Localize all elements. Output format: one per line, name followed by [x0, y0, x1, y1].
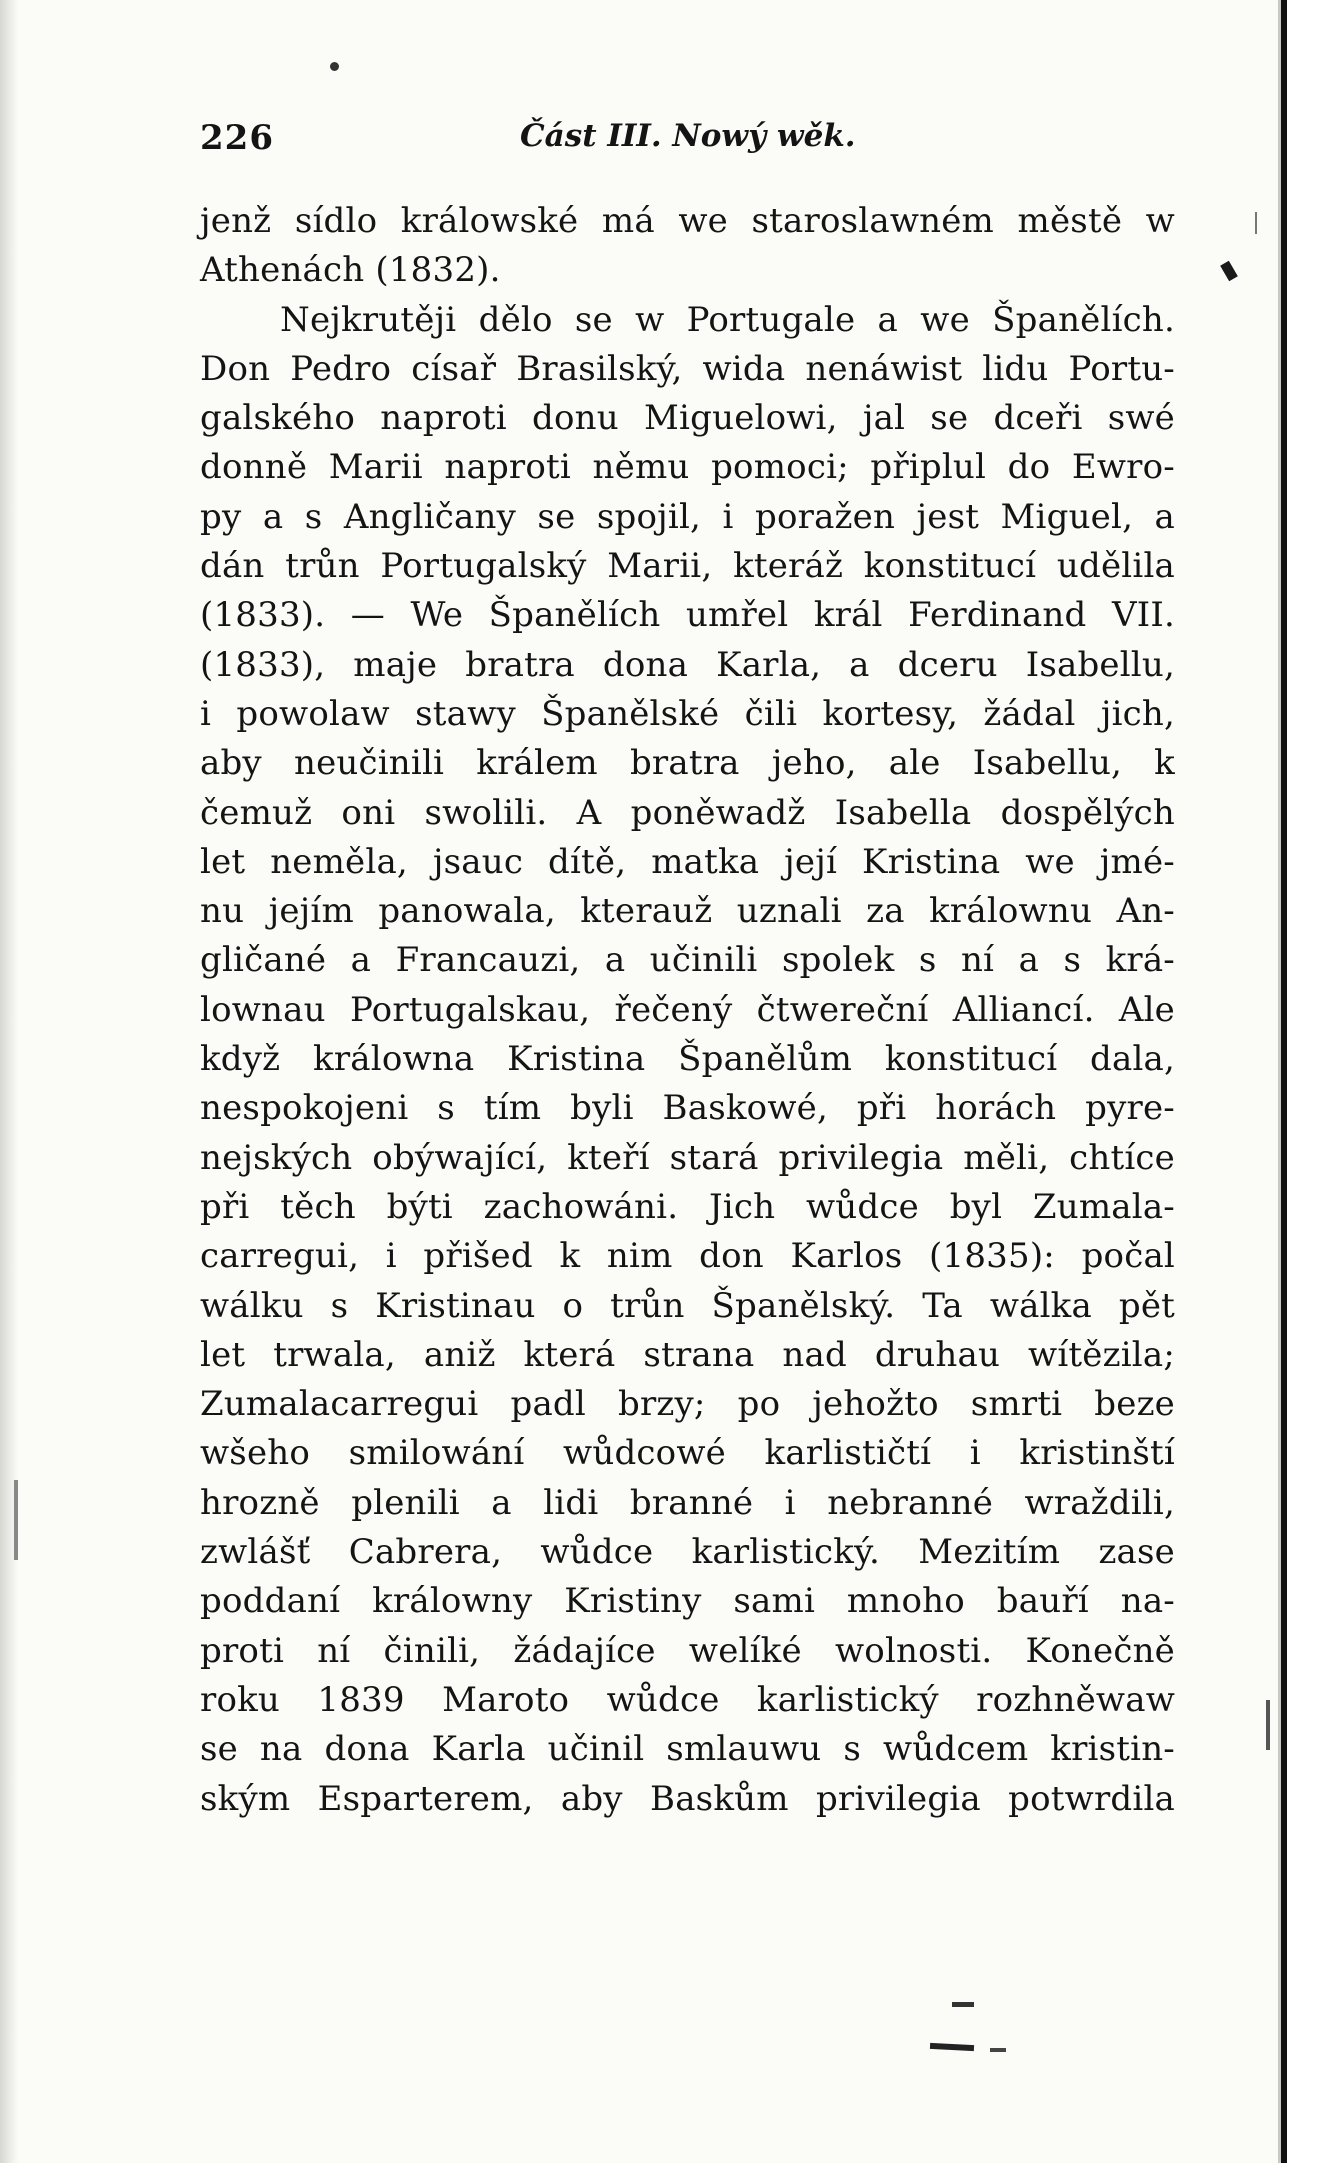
- text-line: nejských obýwající, kteří stará privilegia měli, chtíce: [200, 1137, 1175, 1178]
- ink-speck: [1255, 212, 1257, 234]
- text-line: když králowna Kristina Španělům konstitucí dala,: [200, 1039, 1175, 1080]
- running-head: Část III. Nowý wěk.: [520, 118, 856, 154]
- text-line: wšeho smilowání wůdcowé karlističtí i kristinští: [200, 1433, 1175, 1474]
- ink-speck: [1220, 261, 1238, 282]
- page-header: [200, 118, 1170, 168]
- text-line: ským Esparterem, aby Baskům privilegia potwrdila: [200, 1778, 1175, 1819]
- text-line: zwlášť Cabrera, wůdce karlistický. Mezitím zase: [200, 1532, 1175, 1573]
- text-line: let trwala, aniž která strana nad druhau wítězila;: [200, 1334, 1175, 1375]
- text-line: roku 1839 Maroto wůdce karlistický rozhněwaw: [200, 1679, 1175, 1720]
- text-line: i powolaw stawy Španělské čili kortesy, žádal jich,: [200, 693, 1175, 734]
- ink-speck: [330, 62, 339, 71]
- text-line: Don Pedro císař Brasilský, wida nenáwist lidu Portu-: [200, 348, 1175, 389]
- ink-speck: [930, 2043, 974, 2051]
- text-line: Athenách (1832).: [200, 250, 501, 291]
- scan-margin: [1281, 0, 1333, 2163]
- text-line: gličané a Francauzi, a učinili spolek s ní a s krá-: [200, 940, 1175, 981]
- text-line: lownau Portugalskau, řečený čtwereční Alliancí. Ale: [200, 989, 1175, 1030]
- text-line: dán trůn Portugalský Marii, kteráž konstitucí udělila: [200, 546, 1175, 587]
- page-number: 226: [200, 118, 274, 158]
- text-line: nespokojeni s tím byli Baskowé, při horách pyre-: [200, 1088, 1175, 1129]
- text-line: hrozně plenili a lidi branné i nebranné wraždili,: [200, 1482, 1175, 1523]
- page-edge-speck: [1266, 1700, 1270, 1750]
- text-line: (1833), maje bratra dona Karla, a dceru Isabellu,: [200, 644, 1175, 685]
- text-line: Nejkrutěji dělo se w Portugale a we Španělích.: [280, 299, 1175, 340]
- text-line: donně Marii naproti němu pomoci; připlul do Ewro-: [200, 447, 1175, 488]
- text-line: carregui, i přišed k nim don Karlos (1835): počal: [200, 1236, 1175, 1277]
- page-gutter-shadow: [0, 0, 18, 2163]
- text-line: při těch býti zachowáni. Jich wůdce byl Zumala-: [200, 1186, 1175, 1227]
- text-line: se na dona Karla učinil smlauwu s wůdcem kristin-: [200, 1729, 1175, 1770]
- ink-speck: [952, 2002, 974, 2007]
- body-text: [200, 197, 1175, 1824]
- text-line: poddaní králowny Kristiny sami mnoho bauří na-: [200, 1581, 1175, 1622]
- text-line: galského naproti donu Miguelowi, jal se dceři swé: [200, 398, 1175, 439]
- text-line: Zumalacarregui padl brzy; po jehožto smrti beze: [200, 1384, 1175, 1425]
- text-line: proti ní činili, žádajíce welíké wolnosti. Konečně: [200, 1630, 1175, 1671]
- text-line: aby neučinili králem bratra jeho, ale Isabellu, k: [200, 743, 1175, 784]
- text-line: jenž sídlo králowské má we staroslawném městě w: [200, 201, 1175, 241]
- text-line: let neměla, jsauc dítě, matka její Kristina we jmé-: [200, 841, 1175, 882]
- ink-speck: [990, 2048, 1006, 2052]
- text-line: (1833). — We Španělích umřel král Ferdinand VII.: [200, 595, 1175, 636]
- page-edge-speck: [14, 1480, 18, 1560]
- text-line: wálku s Kristinau o trůn Španělský. Ta wálka pět: [200, 1285, 1175, 1326]
- text-line: čemuž oni swolili. A poněwadž Isabella dospělých: [200, 792, 1175, 833]
- text-line: py a s Angličany se spojil, i poražen jest Miguel, a: [200, 496, 1175, 537]
- text-line: nu jejím panowala, kterauž uznali za králownu An-: [200, 891, 1175, 932]
- scan-border-rule: [1281, 0, 1287, 2163]
